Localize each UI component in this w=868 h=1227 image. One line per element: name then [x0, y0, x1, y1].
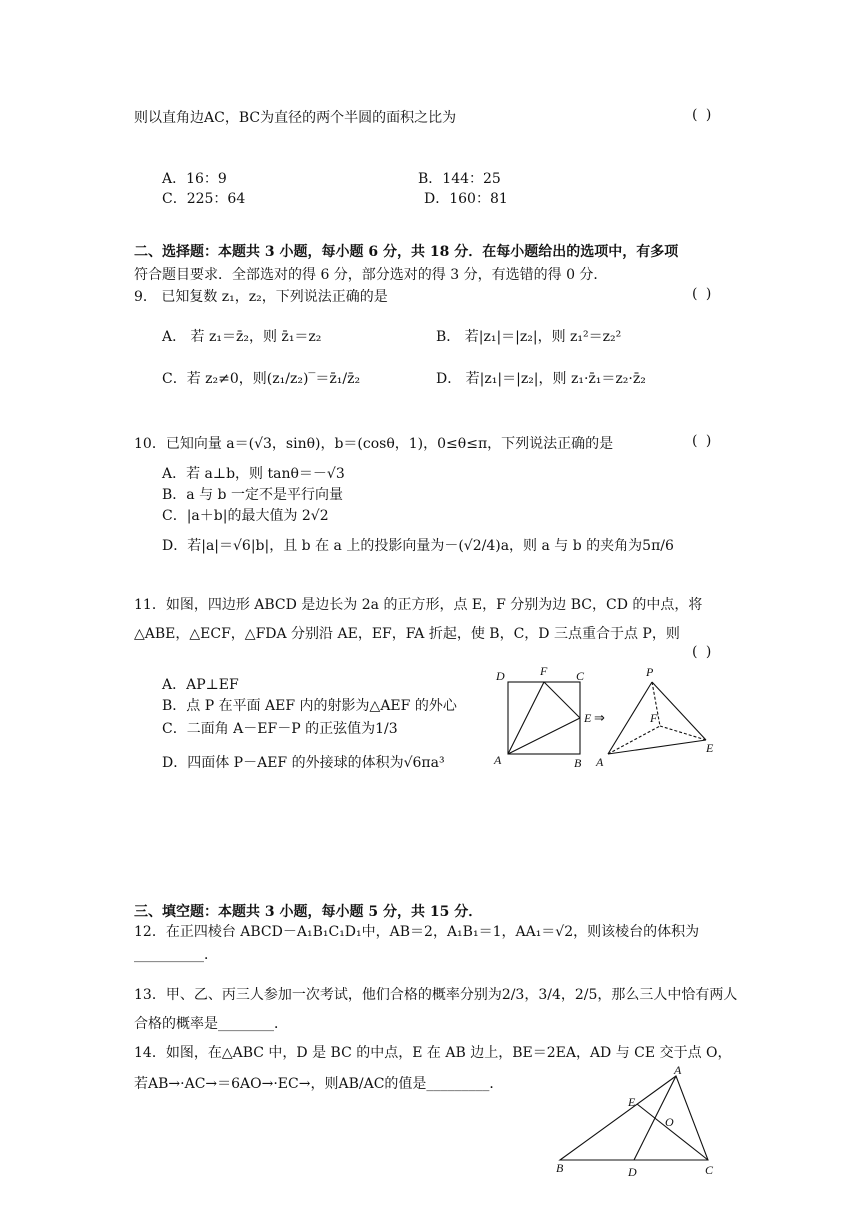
q10-option-d: D．若|a|＝√6|b|，且 b 在 a 上的投影向量为－(√2/4)a，则 a 与 b 的夹角为5π/6 [162, 538, 674, 554]
q8-option-d: D．160：81 [424, 191, 508, 207]
q8-option-a: A．16：9 [162, 171, 227, 187]
q11-option-a: A．AP⊥EF [162, 677, 239, 693]
label-e: E [628, 1095, 636, 1109]
q8-option-b: B．144：25 [418, 171, 501, 187]
label-b: B [556, 1161, 564, 1175]
tetra-label-a: A [596, 755, 604, 769]
section2-heading-line1: 二、选择题：本题共 3 小题，每小题 6 分，共 18 分．在每小题给出的选项中，有多项 [134, 244, 679, 260]
q9-option-c: C．若 z₂≠0，则(z₁/z₂)‾＝z̄₁/z̄₂ [162, 371, 361, 387]
label-d: D [496, 669, 505, 683]
section3-heading: 三、填空题：本题共 3 小题，每小题 5 分，共 15 分． [134, 904, 483, 920]
section2-heading-line2: 符合题目要求．全部选对的得 6 分，部分选对的得 3 分，有选错的得 0 分． [134, 267, 608, 283]
tetra-pa [608, 682, 652, 754]
tetra-label-f: F [650, 711, 658, 725]
triangle-abc [560, 1076, 708, 1160]
q12-stem-line1: 12．在正四棱台 ABCD－A₁B₁C₁D₁中，AB＝2，A₁B₁＝1，AA₁＝√2，则该棱台的体积为 [134, 924, 700, 940]
square-abcd [508, 682, 580, 754]
q8-option-c: C．225：64 [162, 191, 246, 207]
tetra-label-p: P [646, 665, 654, 679]
segment-af [508, 682, 544, 754]
q11-answer-blank[interactable]: ( ) [692, 644, 714, 660]
q13-answer-line[interactable]: 合格的概率是________． [134, 1016, 288, 1032]
q13-stem-line1: 13．甲、乙、丙三人参加一次考试，他们合格的概率分别为2/3，3/4，2/5，那么三人中恰有两人 [134, 987, 738, 1003]
q11-option-b: B．点 P 在平面 AEF 内的射影为△AEF 的外心 [162, 698, 457, 714]
label-c: C [576, 669, 585, 683]
label-d: D [628, 1165, 637, 1179]
q14-stem-line1: 14．如图，在△ABC 中，D 是 BC 的中点，E 在 AB 边上，BE＝2EA，AD 与 CE 交于点 O， [134, 1045, 732, 1061]
tetra-ae [608, 740, 706, 754]
q9-option-d: D． 若|z₁|＝|z₂|，则 z₁·z̄₁＝z₂·z̄₂ [436, 371, 646, 387]
q10-option-a: A．若 a⊥b，则 tanθ＝－√3 [162, 466, 345, 482]
label-f: F [540, 664, 548, 678]
q8-stem: 则以直角边AC，BC为直径的两个半圆的面积之比为 [134, 110, 457, 126]
q14-triangle-figure [548, 1062, 728, 1180]
q11-stem-line2: △ABE，△ECF，△FDA 分别沿 AE，EF，FA 折起，使 B，C，D 三点重合于点 P，则 [134, 626, 680, 642]
segment-ae [508, 718, 580, 754]
label-b: B [574, 756, 582, 770]
q10-stem: 10．已知向量 a＝(√3，sinθ)，b＝(cosθ，1)，0≤θ≤π，下列说法正确的是 [134, 436, 614, 452]
label-a: A [494, 753, 502, 767]
q11-folding-figure [488, 660, 733, 772]
q9-answer-blank[interactable]: ( ) [692, 286, 714, 302]
segment-fe [544, 682, 580, 718]
tetra-pe [652, 682, 706, 740]
q9-option-b: B． 若|z₁|＝|z₂|，则 z₁²＝z₂² [436, 329, 622, 345]
q11-option-d: D．四面体 P－AEF 的外接球的体积为√6πa³ [162, 755, 445, 771]
label-a: A [674, 1063, 682, 1077]
q10-option-c: C．|a＋b|的最大值为 2√2 [162, 508, 329, 524]
q10-answer-blank[interactable]: ( ) [692, 433, 714, 449]
q8-answer-blank[interactable]: ( ) [692, 107, 714, 123]
arrow-icon: ⇒ [594, 710, 605, 725]
q9-option-a: A． 若 z₁＝z̄₂，则 z̄₁＝z₂ [162, 329, 322, 345]
q11-stem-line1: 11．如图，四边形 ABCD 是边长为 2a 的正方形，点 E，F 分别为边 BC，CD 的中点，将 [134, 597, 703, 613]
label-e: E [584, 711, 592, 725]
label-c: C [705, 1163, 714, 1177]
q11-option-c: C．二面角 A－EF－P 的正弦值为1/3 [162, 721, 398, 737]
q9-stem: 9． 已知复数 z₁，z₂，下列说法正确的是 [134, 289, 388, 305]
tetra-label-e: E [706, 741, 714, 755]
q12-answer-line[interactable]: __________． [134, 947, 218, 963]
label-o: O [665, 1115, 674, 1129]
q10-option-b: B．a 与 b 一定不是平行向量 [162, 487, 343, 503]
q14-stem-line2[interactable]: 若AB→·AC→＝6AO→·EC→，则AB/AC的值是_________． [134, 1076, 504, 1092]
